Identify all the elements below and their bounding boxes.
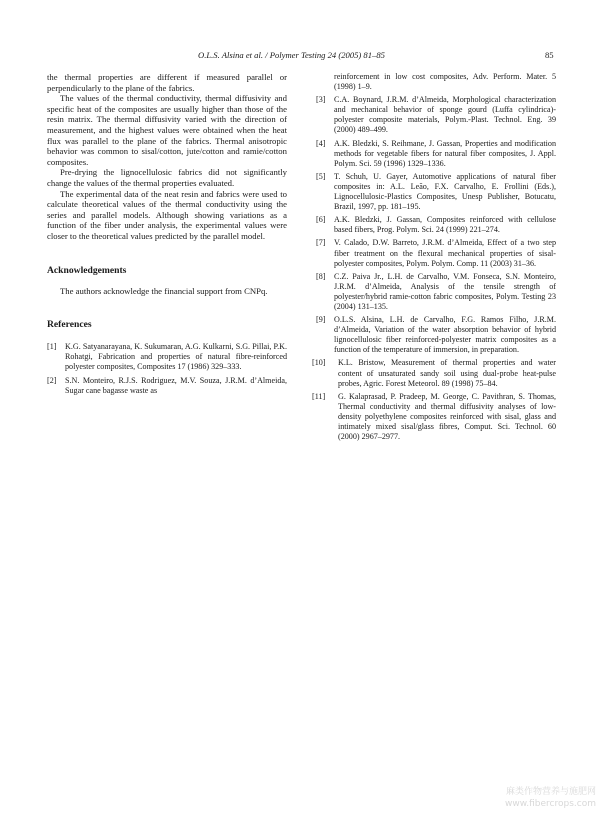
reference-item [316, 238, 556, 268]
reference-item [47, 376, 287, 396]
references-heading: References [47, 318, 92, 330]
reference-number: [11] [312, 391, 326, 401]
reference-text: K.G. Satyanarayana, K. Sukumaran, A.G. Kulkarni, S.G. Pillai, P.K. Rohatgi, Fabrication and properties of natural fibre-reinforced polyester composites, Composites 17 (1986) 329–333. [65, 342, 287, 372]
body-paragraph: Pre-drying the lignocellulosic fabrics did not significantly change the values of the thermal properties evaluated. [47, 167, 287, 188]
reference-number: [8] [316, 271, 326, 281]
reference-text: K.L. Bristow, Measurement of thermal properties and water content of unsaturated sandy soil using dual-probe heat-pulse probes, Agric. Forest Meteorol. 89 (1998) 75–84. [338, 358, 556, 388]
reference-number: [1] [47, 342, 57, 352]
reference-item [316, 272, 556, 312]
right-column [312, 72, 556, 445]
reference-text: V. Calado, D.W. Barreto, J.R.M. d’Almeida, Effect of a two step fiber treatment on the flexural mechanical properties of sisal-polyester composites, Polym. Polym. Comp. 11 (2003) 31–36. [334, 238, 556, 268]
reference-number: [6] [316, 215, 326, 225]
body-paragraph: the thermal properties are different if measured parallel or perpendicularly to the plane of the fabrics. [47, 72, 287, 93]
reference-text: reinforcement in low cost composites, Adv. Perform. Mater. 5 (1998) 1–9. [334, 72, 556, 92]
reference-text: S.N. Monteiro, R.J.S. Rodriguez, M.V. Souza, J.R.M. d’Almeida, Sugar cane bagasse waste as [65, 375, 287, 395]
reference-number: [3] [316, 95, 326, 105]
reference-text: C.Z. Paiva Jr., L.H. de Carvalho, V.M. Fonseca, S.N. Monteiro, J.R.M. d’Almeida, Analysis of the tensile strength of polyester/hybrid ramie-cotton fabric composites, Polym. Testing 23 (2004) 131–135. [334, 271, 556, 311]
reference-number: [9] [316, 315, 326, 325]
reference-text: G. Kalaprasad, P. Pradeep, M. George, C. Pavithran, S. Thomas, Thermal conductivity and thermal diffusivity analyses of low-density polyethylene composites reinforced with sisal, glass and intimately mixed sisal/glass fibres, Comput. Sci. Technol. 60 (2000) 2967–2977. [338, 391, 556, 442]
reference-number: [2] [47, 375, 57, 385]
reference-item [312, 391, 556, 442]
left-column [47, 72, 287, 399]
reference-text: C.A. Boynard, J.R.M. d’Almeida, Morphological characterization and mechanical behavior of sponge gourd (Luffa cylindrica)-polyester composite materials, Polym.-Plast. Technol. Eng. 39 (2000) 489–499. [334, 95, 556, 135]
watermark [505, 786, 596, 810]
watermark-line-url: www.fibercrops.com [505, 799, 596, 809]
reference-item [47, 342, 287, 372]
reference-item-continued [316, 72, 556, 92]
reference-number: [4] [316, 138, 326, 148]
reference-number: [7] [316, 238, 326, 248]
reference-text: A.K. Bledzki, J. Gassan, Composites reinforced with cellulose based fibers, Prog. Polym. Sci. 24 (1999) 221–274. [334, 215, 556, 235]
page-number: 85 [545, 50, 554, 60]
reference-text: O.L.S. Alsina, L.H. de Carvalho, F.G. Ramos Filho, J.R.M. d’Almeida, Variation of the water absorption behavior of hybrid lignocellulosic fiber reinforced-polyester matrix composites as a function of the temperature of immersion, in preparation. [334, 315, 556, 355]
body-paragraph: The values of the thermal conductivity, thermal diffusivity and specific heat of the composites are usually higher than those of the resin matrix. The thermal diffusivity varied with the direction of measurement, and the highest values were obtained when the heat flux was parallel to the plane of the fabrics. Thermal anisotropic behavior was common to sisal/cotton, jute/cotton and ramie/cotton composites. [47, 93, 287, 167]
watermark-line-cn: 麻类作物营养与施肥网 [505, 787, 596, 797]
running-head: O.L.S. Alsina et al. / Polymer Testing 24 (2005) 81–85 [198, 50, 385, 60]
acknowledgements-text: The authors acknowledge the financial support from CNPq. [60, 286, 268, 297]
reference-item [316, 172, 556, 212]
reference-number: [5] [316, 171, 326, 181]
reference-text: A.K. Bledzki, S. Reihmane, J. Gassan, Properties and modification methods for vegetable fibers for natural fiber composites, J. Appl. Polym. Sci. 59 (1996) 1329–1336. [334, 138, 556, 168]
reference-text: T. Schuh, U. Gayer, Automotive applications of natural fiber composites in: A.L. Leão, F.X. Carvalho, E. Frollini (Eds.), Lignocellulosic-Plastics Composites, Unesp Publisher, Botucatu, Brazil, 1997, pp. 181–195. [334, 171, 556, 212]
reference-item [316, 139, 556, 169]
reference-item [316, 315, 556, 355]
reference-item [312, 358, 556, 388]
reference-number: [10] [312, 358, 326, 368]
references-list-left [47, 342, 287, 395]
reference-item [316, 95, 556, 135]
running-header [0, 50, 606, 64]
body-paragraph: The experimental data of the neat resin and fabrics were used to calculate theoretical values of the thermal conductivity using the series and parallel models. Although showing variations as a function of the fiber under analysis, the experimental values were closer to the theoretical values predicted by the parallel model. [47, 188, 287, 241]
acknowledgements-heading: Acknowledgements [47, 264, 127, 276]
reference-item [316, 215, 556, 235]
